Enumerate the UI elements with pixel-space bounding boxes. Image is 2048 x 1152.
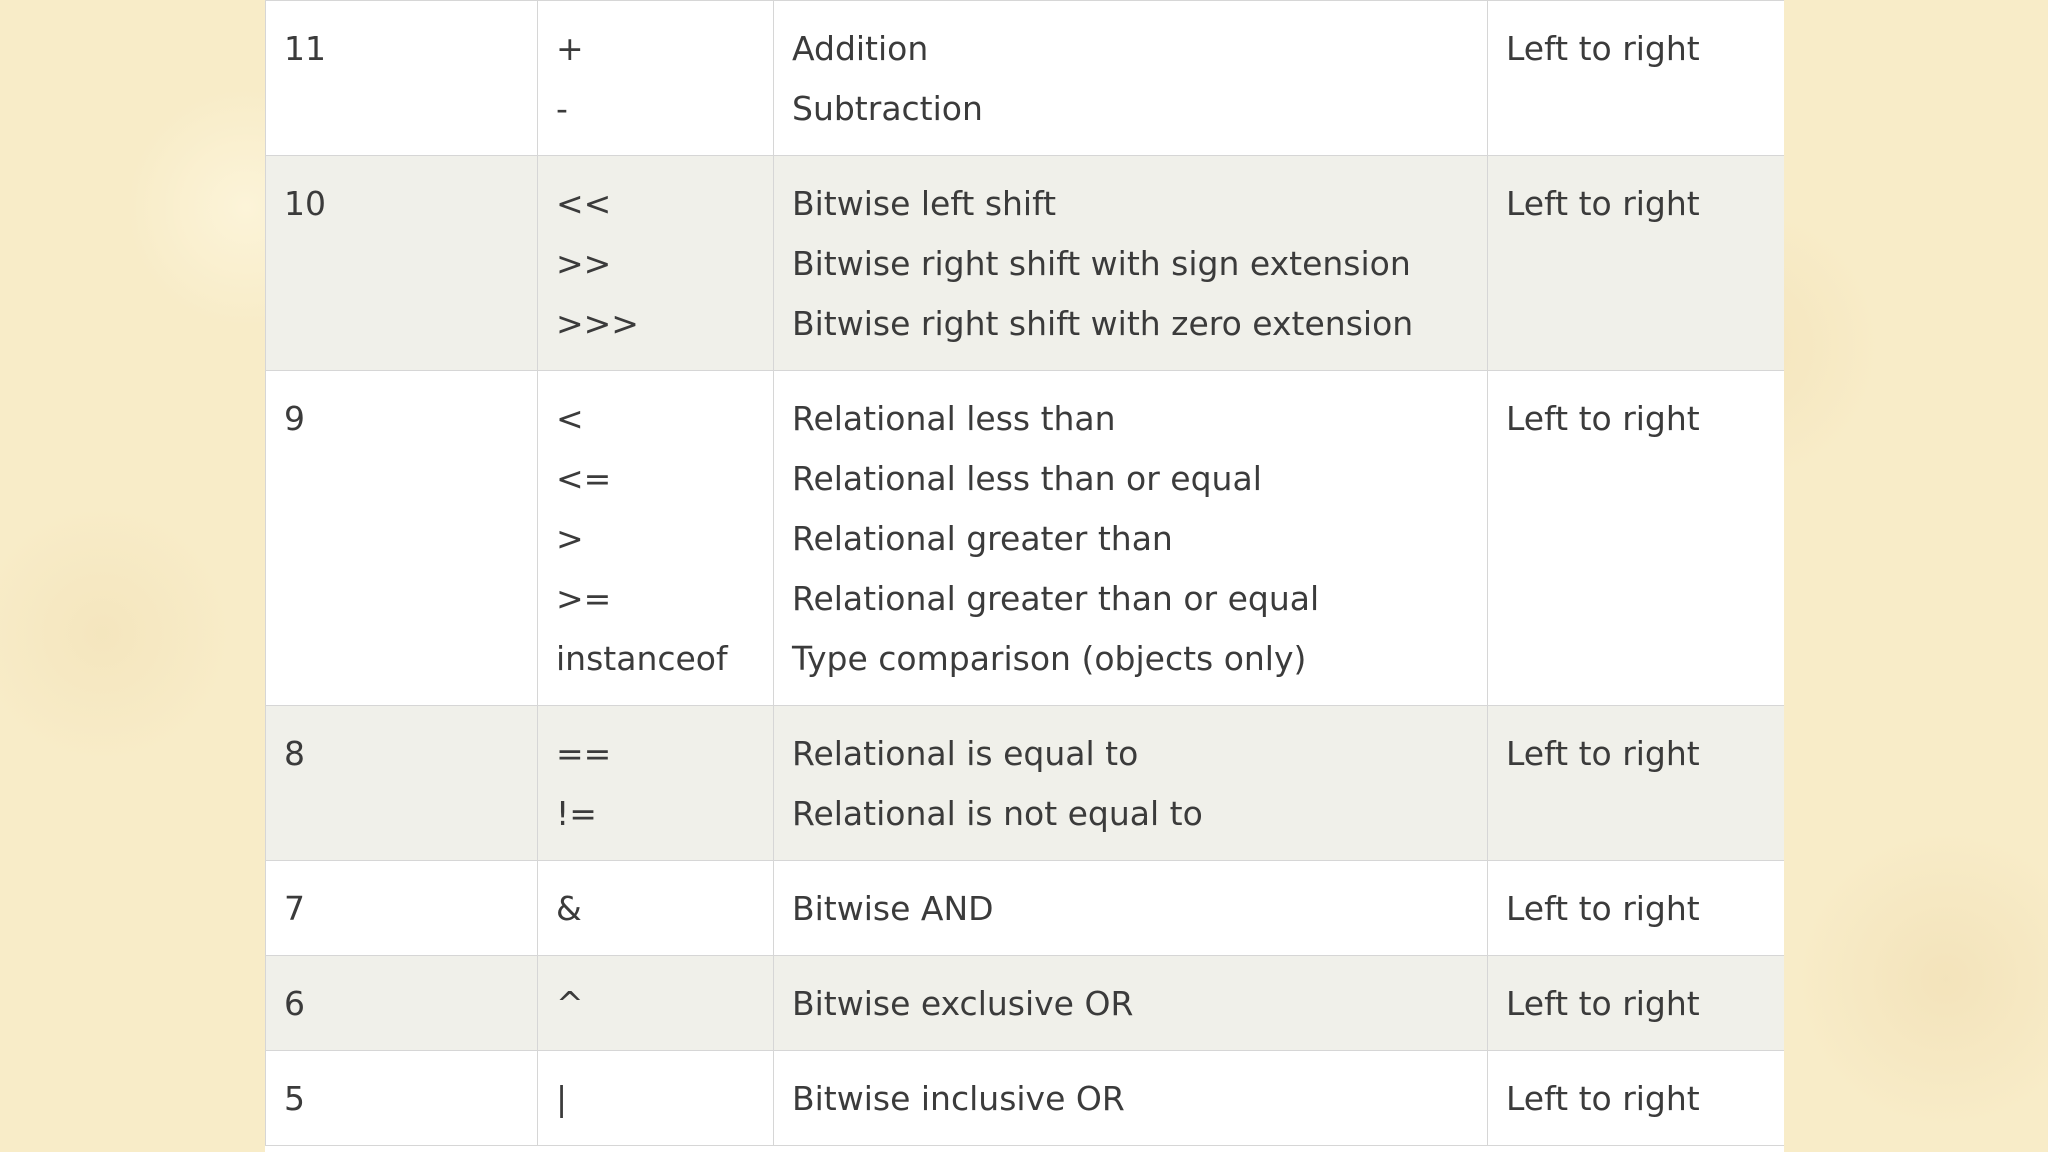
operator-cell: [538, 156, 774, 371]
precedence-level-cell: 5: [266, 1051, 538, 1146]
operator: ^: [556, 984, 584, 1023]
description: Bitwise AND: [792, 889, 994, 928]
description: Relational greater than or equal: [792, 579, 1320, 618]
associativity-cell: Left to right: [1488, 371, 1785, 706]
description-cell: [774, 706, 1488, 861]
description: Type comparison (objects only): [792, 639, 1307, 678]
operator-cell: [538, 371, 774, 706]
description: Relational is not equal to: [792, 794, 1203, 833]
description: Relational less than: [792, 399, 1116, 438]
operator: >>>: [556, 304, 639, 343]
precedence-level-cell: 6: [266, 956, 538, 1051]
operator-cell: [538, 861, 774, 956]
description-cell: [774, 1, 1488, 156]
associativity-cell: Left to right: [1488, 1051, 1785, 1146]
operator-precedence-table-container: [265, 0, 1784, 1152]
operator: >=: [556, 579, 612, 618]
operator: |: [556, 1079, 568, 1118]
description: Relational greater than: [792, 519, 1173, 558]
description-cell: [774, 1051, 1488, 1146]
operator: &: [556, 889, 582, 928]
associativity-cell: Left to right: [1488, 956, 1785, 1051]
description: Bitwise left shift: [792, 184, 1057, 223]
associativity-cell: Left to right: [1488, 706, 1785, 861]
operator: >: [556, 519, 584, 558]
operator: +: [556, 29, 584, 68]
table-row: [266, 1, 1785, 156]
description-cell: [774, 371, 1488, 706]
operator-precedence-table: [265, 0, 1784, 1146]
operator: <<: [556, 184, 612, 223]
associativity-cell: Left to right: [1488, 1, 1785, 156]
operator: <=: [556, 459, 612, 498]
description: Bitwise exclusive OR: [792, 984, 1134, 1023]
operator: >>: [556, 244, 612, 283]
operator-cell: [538, 1051, 774, 1146]
precedence-level-cell: 9: [266, 371, 538, 706]
operator: ==: [556, 734, 612, 773]
description: Relational less than or equal: [792, 459, 1262, 498]
description-cell: [774, 156, 1488, 371]
precedence-level-cell: 8: [266, 706, 538, 861]
description: Bitwise right shift with zero extension: [792, 304, 1414, 343]
operator-cell: [538, 1, 774, 156]
description-cell: [774, 956, 1488, 1051]
description: Addition: [792, 29, 929, 68]
operator-cell: [538, 706, 774, 861]
operator-cell: [538, 956, 774, 1051]
table-row: [266, 156, 1785, 371]
table-row: [266, 956, 1785, 1051]
operator: -: [556, 89, 568, 128]
table-row: [266, 706, 1785, 861]
precedence-level-cell: 7: [266, 861, 538, 956]
operator: <: [556, 399, 584, 438]
precedence-level-cell: 10: [266, 156, 538, 371]
table-row: [266, 371, 1785, 706]
table-row: [266, 1051, 1785, 1146]
description: Subtraction: [792, 89, 983, 128]
description-cell: [774, 861, 1488, 956]
description: Bitwise inclusive OR: [792, 1079, 1125, 1118]
description: Relational is equal to: [792, 734, 1139, 773]
precedence-level-cell: 11: [266, 1, 538, 156]
operator: !=: [556, 794, 597, 833]
associativity-cell: Left to right: [1488, 156, 1785, 371]
table-row: [266, 861, 1785, 956]
operator: instanceof: [556, 639, 728, 678]
description: Bitwise right shift with sign extension: [792, 244, 1411, 283]
associativity-cell: Left to right: [1488, 861, 1785, 956]
